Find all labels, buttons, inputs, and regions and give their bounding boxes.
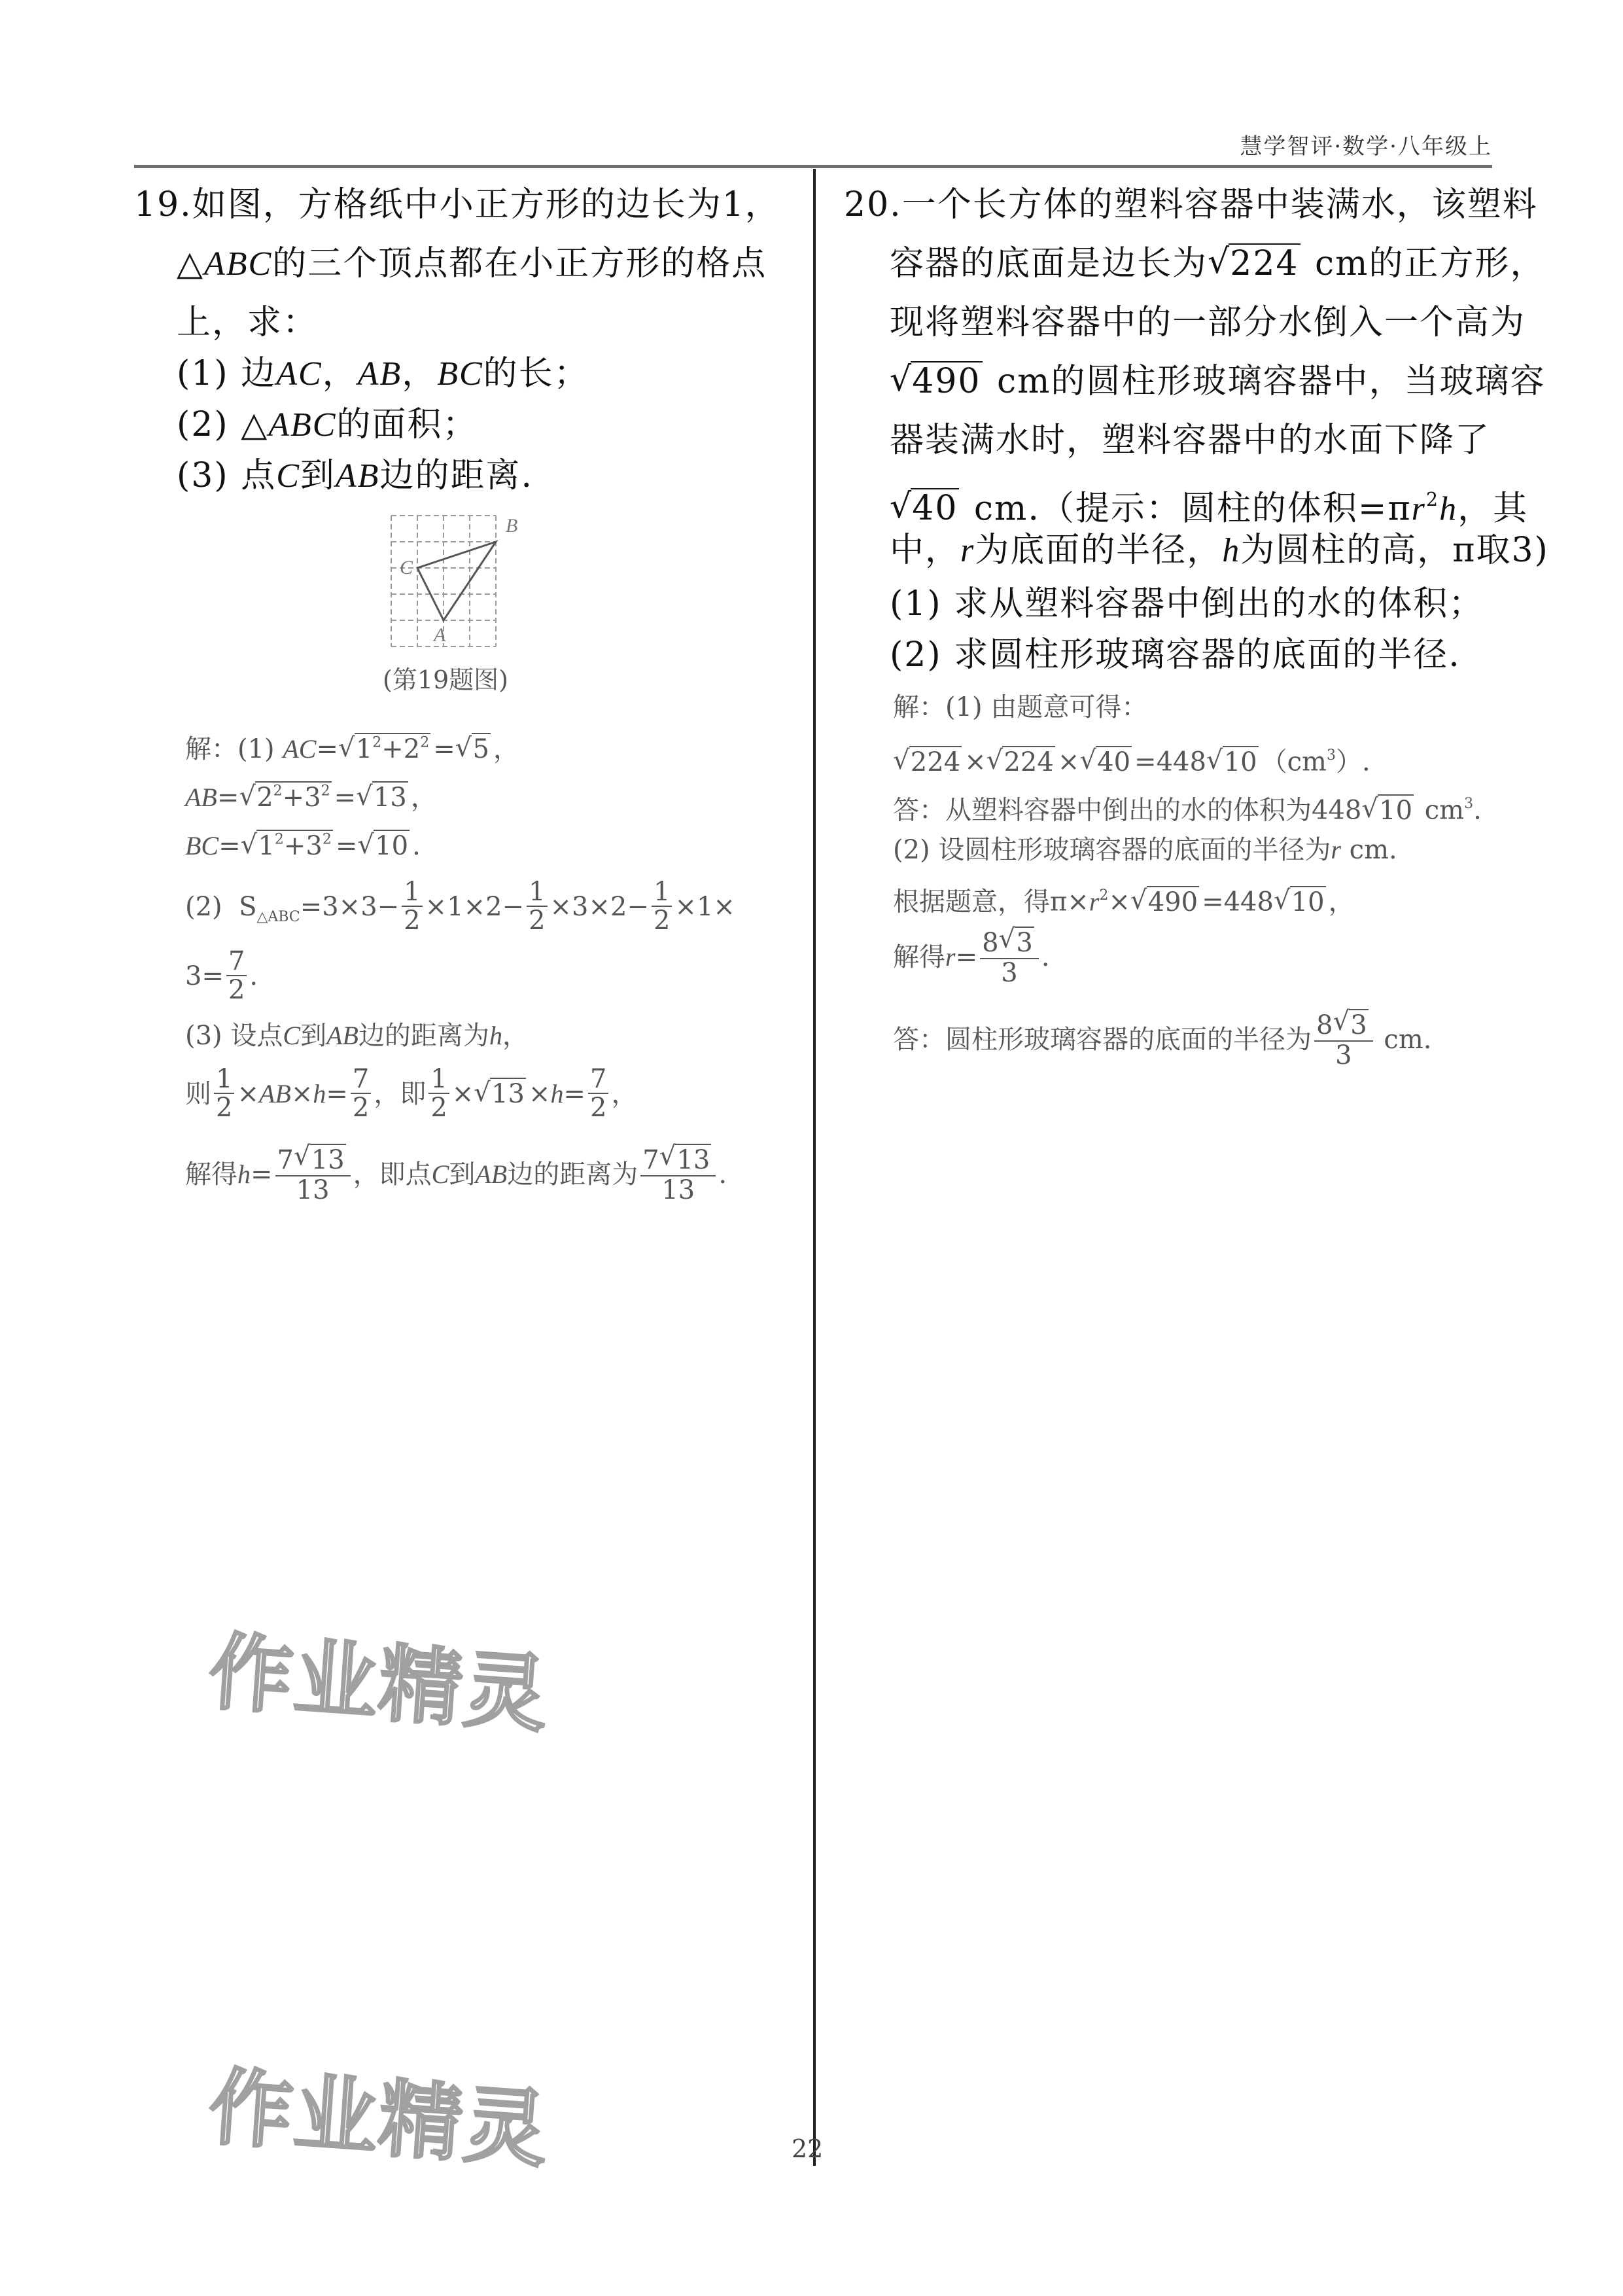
label-c: C [400,557,413,578]
q19-solution-line-5: 3= $\frac{7}{2}$ . [185,946,258,1005]
q20-stem-line-7: 中，r为底面的半径，h为圆柱的高，π取3) [890,531,1549,570]
q19-solution-line-4: (2) $S_{\triangle ABC}=3\times 3-$ $\frac{1}{2}$ ×1×2− $\frac{1}{2}$ ×3×2− $\frac{1}{2}$ ×1× [185,877,735,936]
running-header: 慧学智评·数学·八年级上 [1240,133,1492,160]
q20-solution-line-5: 根据题意，得$\pi\times r^2\times√$ 490 =448√ 10 ， [893,872,1355,927]
q20-stem-line-2: 容器的底面是边长为√ 224 cm的正方形， [890,234,1545,293]
q19-solution-line-1: 解：(1) AC=√ $1^2+2^2$ =√ 5 ， [185,725,519,773]
q20-part-2: (2) 求圆柱形玻璃容器的底面的半径. [890,635,1461,675]
q19-figure-caption: (第19题图) [383,665,509,694]
q20-stem-line-1: 20.一个长方体的塑料容器中装满水，该塑料 [844,185,1538,224]
q19-part-1: (1) 边AC，AB，BC的长； [177,354,589,393]
column-divider [813,169,816,2166]
label-a: A [434,624,446,646]
q19-stem-line-1: 19.如图，方格纸中小正方形的边长为1， [134,185,780,224]
q19-grid-figure [389,514,540,654]
q19-solution-line-7: 则 $\frac{1}{2}$ ×AB×h= $\frac{7}{2}$ ，即 $\frac{1}{2}$ ×√ 13 ×h= $\frac{7}{2}$ ， [185,1068,637,1124]
q20-solution-line-1: 解：(1) 由题意可得： [893,692,1148,722]
q20-solution-line-4: (2) 设圆柱形玻璃容器的底面的半径为r cm. [893,835,1397,865]
q20-stem-line-3: 现将塑料容器中的一部分水倒入一个高为 [890,303,1526,342]
watermark: 作业精灵 [205,2058,552,2180]
label-b: B [506,515,518,537]
q20-stem-line-4: √ 490 cm的圆柱形玻璃容器中，当玻璃容 [890,352,1545,411]
q19-stem-line-2: △ABC的三个顶点都在小正方形的格点 [177,244,767,283]
q20-stem-line-6: √ 40 cm.（提示：圆柱的体积$=\pi r^2h$，其 [890,470,1528,539]
q19-solution-line-2: AB=√ $2^2+3^2$ =√ 13 ， [185,773,437,822]
watermark: 作业精灵 [205,1623,552,1744]
q20-solution-line-6: 解得r= $\frac{8√ 3}{3}$ . [893,929,1050,989]
header-rule [134,165,1492,168]
q19-solution-line-6: (3) 设点C到AB边的距离为h， [185,1021,529,1051]
q20-solution-line-3: 答：从塑料容器中倒出的水的体积为448√ 10 $cm^3$. [893,780,1482,835]
q19-part-2: (2) △ABC的面积； [177,405,478,444]
q20-solution-line-2: √ 224 ×√ 224 ×√ 40 =448√ 10 $(cm^3)$. [893,732,1370,786]
q19-stem-line-3: 上，求： [177,303,319,342]
triangle-abc [417,542,496,620]
q20-stem-line-5: 器装满水时，塑料容器中的水面下降了 [890,421,1491,460]
q19-solution-line-8: 解得h= $\frac{7√ 13}{13}$ ，即点C到AB边的距离为 $\frac{7√ 13}{13}$ . [185,1146,727,1207]
page-number: 22 [792,2134,824,2163]
q19-part-3: (3) 点C到AB边的距离. [177,456,533,495]
q20-solution-line-7: 答：圆柱形玻璃容器的底面的半径为 $\frac{8√ 3}{3}$ cm. [893,1012,1431,1072]
q19-solution-line-3: BC=√ $1^2+3^2$ =√ 10 . [185,822,421,870]
q20-part-1: (1) 求从塑料容器中倒出的水的体积； [890,584,1484,624]
